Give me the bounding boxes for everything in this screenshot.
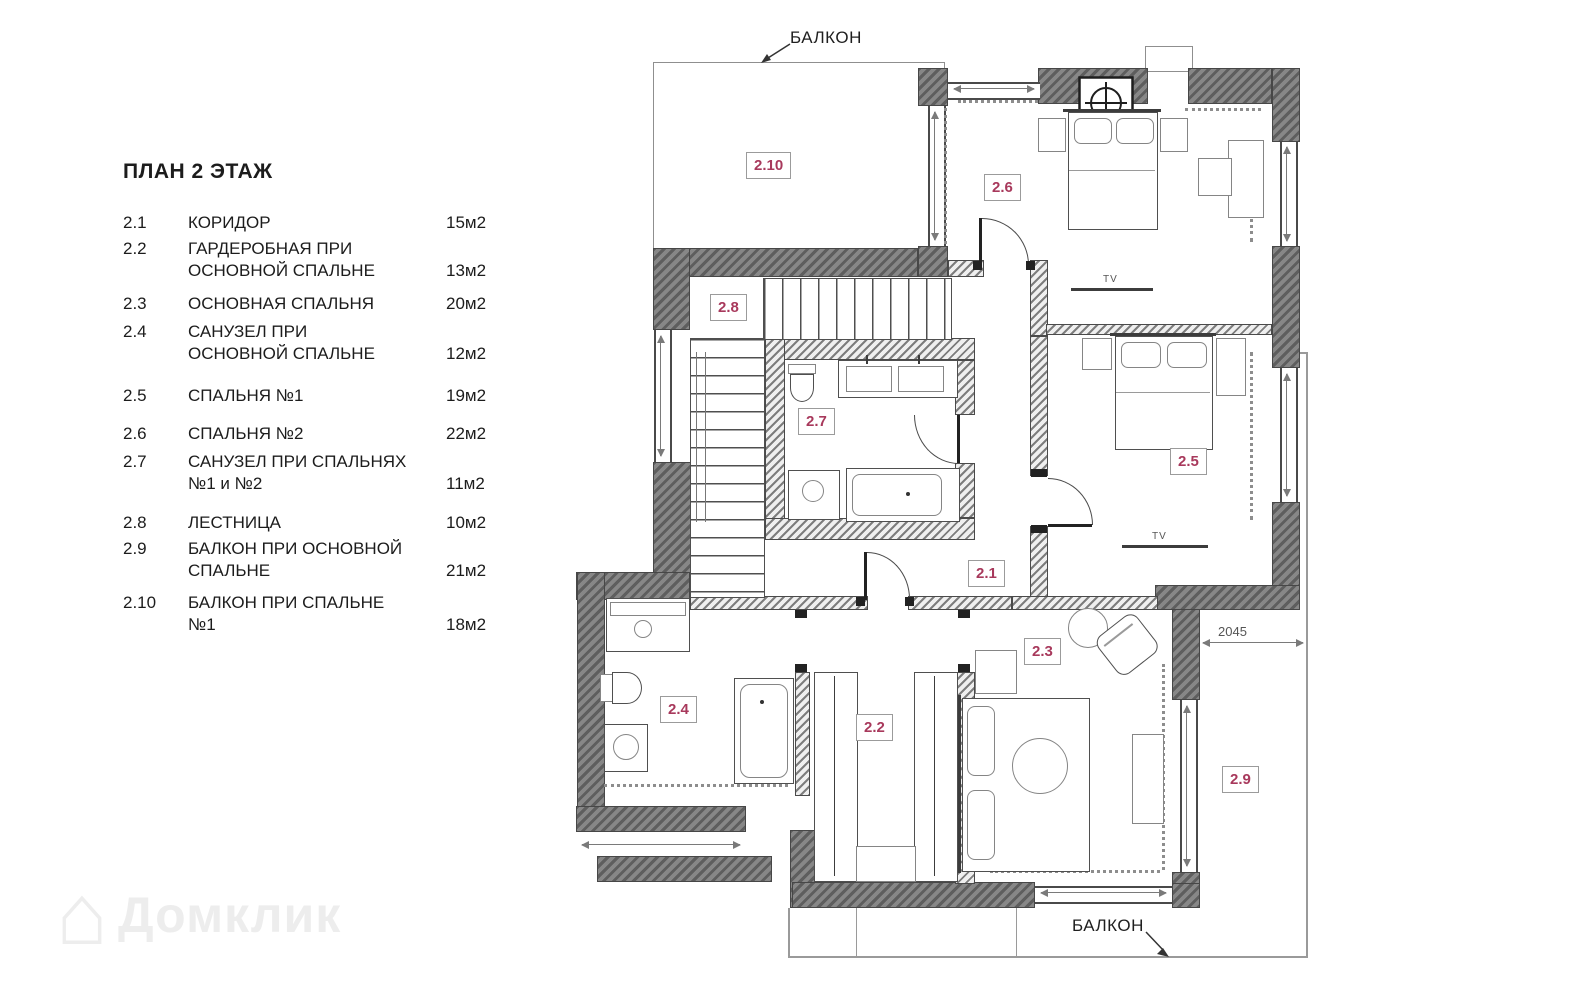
curtain [958, 100, 1038, 103]
pillow [967, 706, 995, 776]
balcony-callout-arrow-bottom [1142, 928, 1176, 962]
legend-room-number: 2.2 [123, 239, 147, 258]
tv-label: TV [1103, 274, 1118, 285]
legend-room-name: САНУЗЕЛ ПРИ СПАЛЬНЯХ №1 и №2 [188, 452, 407, 493]
door-jamb [1031, 525, 1047, 533]
watermark-text: Домклик [117, 887, 342, 943]
wall-segment [1155, 585, 1300, 610]
door-swing-arc [982, 218, 1029, 265]
legend-room-number: 2.10 [123, 593, 157, 612]
balcony-2-9-outline-right [1306, 352, 1308, 958]
faucet [918, 355, 920, 364]
wall-segment [1272, 68, 1300, 142]
dimension-line [1286, 374, 1287, 496]
wardrobe-rail [934, 676, 935, 876]
door-jamb [795, 610, 807, 618]
room-label-2-2: 2.2 [856, 714, 893, 741]
nightstand [1038, 118, 1066, 152]
dimension-line-2045 [1203, 642, 1303, 643]
toilet-tank [788, 364, 816, 374]
bathroom-wall [765, 338, 975, 360]
room-label-2-1: 2.1 [968, 560, 1005, 587]
door-swing-arc [914, 415, 959, 464]
bathroom-wall [955, 360, 975, 415]
door-jamb [856, 597, 865, 606]
dimension-line [1286, 147, 1287, 241]
washbasin-bowl [613, 734, 639, 760]
stairs-handrail [696, 352, 706, 522]
bathtub-drain [760, 700, 764, 704]
blanket-line [1116, 392, 1210, 393]
door-jamb [958, 664, 970, 672]
nightstand [1160, 118, 1188, 152]
partition-segment [1030, 336, 1048, 476]
shower-head [634, 620, 652, 638]
balcony-2-10-outline [653, 62, 945, 250]
door-jamb [1026, 261, 1035, 270]
window [654, 330, 672, 462]
room-label-2-3: 2.3 [1024, 638, 1061, 665]
legend-room-name: КОРИДОР [188, 213, 271, 232]
window [1280, 368, 1298, 502]
balcony-callout-top: БАЛКОН [790, 28, 862, 47]
bed-headboard [1110, 333, 1216, 336]
legend-room-area: 13м2 [446, 261, 487, 280]
wall-segment [918, 68, 948, 106]
legend-room-number: 2.3 [123, 294, 147, 313]
legend-room-area: 10м2 [446, 513, 487, 532]
shower-head [802, 480, 824, 502]
bathtub-drain [906, 492, 910, 496]
tv-console [1122, 545, 1208, 548]
partition-segment [795, 672, 810, 796]
wall-segment [576, 806, 746, 832]
wall-segment [792, 882, 1035, 908]
legend-room-number: 2.1 [123, 213, 147, 232]
balcony-callout-bottom: БАЛКОН [1072, 916, 1144, 935]
door-jamb [905, 597, 914, 606]
curtain [1250, 352, 1253, 520]
bathtub-inner [852, 474, 942, 516]
legend-room-number: 2.5 [123, 386, 147, 405]
dimension-text-2045: 2045 [1218, 624, 1247, 639]
wall-segment [1272, 246, 1300, 368]
room-label-2-9: 2.9 [1222, 766, 1259, 793]
page-title: ПЛАН 2 ЭТАЖ [123, 160, 273, 183]
door-jamb [1031, 469, 1047, 477]
pillow [1121, 342, 1161, 368]
dimension-line [1186, 706, 1187, 866]
domclick-house-icon: ⌂ [56, 867, 108, 963]
door-swing-arc [867, 552, 910, 599]
chair [1198, 158, 1232, 196]
bathroom-wall [765, 338, 785, 540]
legend-room-number: 2.8 [123, 513, 147, 532]
room-label-2-6: 2.6 [984, 174, 1021, 201]
dimension-line [934, 112, 935, 240]
legend-room-number: 2.4 [123, 322, 147, 341]
balcony-bottom-outline-left [788, 908, 790, 958]
legend-room-area: 19м2 [446, 386, 487, 405]
bed-headboard [1063, 109, 1161, 112]
room-label-2-8: 2.8 [710, 294, 747, 321]
legend-room-number: 2.6 [123, 424, 147, 443]
room-label-2-7: 2.7 [798, 408, 835, 435]
pillow [1074, 118, 1112, 144]
faucet [866, 355, 868, 364]
wall-segment [918, 246, 948, 277]
legend-room-area: 22м2 [446, 424, 487, 443]
balcony-bottom-tick [856, 908, 857, 956]
roof-step-outline [1145, 46, 1193, 72]
room-label-2-4: 2.4 [660, 696, 697, 723]
nightstand [1082, 338, 1112, 370]
sink [846, 366, 892, 392]
stairs-upper-flight [763, 278, 952, 340]
watermark [56, 867, 342, 963]
legend-room-name: БАЛКОН ПРИ СПАЛЬНЕ №1 [188, 593, 385, 634]
partition-segment [690, 596, 868, 610]
legend-room-name: ГАРДЕРОБНАЯ ПРИ ОСНОВНОЙ СПАЛЬНЕ [188, 239, 375, 280]
door-jamb [795, 664, 807, 672]
wardrobe [914, 672, 958, 882]
door-swing-arc [1048, 478, 1093, 525]
curtain [1185, 108, 1261, 111]
balcony-callout-arrow-top [758, 42, 794, 66]
wall-segment [1188, 68, 1272, 104]
wardrobe-rail [834, 676, 835, 876]
window [1035, 886, 1172, 904]
wardrobe [814, 672, 858, 882]
dimension-line [660, 336, 661, 456]
dimension-line [582, 844, 740, 845]
door-jamb [958, 610, 970, 618]
room-label-2-10: 2.10 [746, 152, 791, 179]
tv-console [1071, 288, 1153, 291]
sink [898, 366, 944, 392]
dimension-line [1041, 892, 1166, 893]
legend-room-name: БАЛКОН ПРИ ОСНОВНОЙ СПАЛЬНЕ [188, 539, 403, 580]
bed-headboard [958, 695, 961, 873]
decor-pillow [1012, 738, 1068, 794]
desk [1228, 140, 1264, 218]
tv-label: TV [1152, 531, 1167, 542]
dresser [856, 846, 916, 882]
room-label-2-5: 2.5 [1170, 448, 1207, 475]
legend-room-name: ЛЕСТНИЦА [188, 513, 282, 532]
window [1180, 700, 1198, 872]
toilet-bowl [790, 374, 814, 402]
balcony-bottom-tick [1016, 908, 1017, 956]
legend-room-number: 2.7 [123, 452, 147, 471]
pillow [967, 790, 995, 860]
toilet-bowl [612, 672, 642, 704]
partition-segment [908, 596, 1012, 610]
blanket-line [1069, 170, 1155, 171]
legend-room-name: СПАЛЬНЯ №2 [188, 424, 304, 443]
radiator [604, 784, 788, 787]
legend-room-name: САНУЗЕЛ ПРИ ОСНОВНОЙ СПАЛЬНЕ [188, 322, 375, 363]
legend-room-name: СПАЛЬНЯ №1 [188, 386, 304, 405]
wall-segment [597, 856, 772, 882]
shower-shelf [610, 602, 686, 616]
legend-room-number: 2.9 [123, 539, 147, 558]
legend-room-area: 11м2 [446, 474, 485, 493]
wall-segment [668, 248, 918, 277]
dimension-line [954, 88, 1034, 89]
pillow [1116, 118, 1154, 144]
wall-segment [653, 248, 690, 330]
legend-room-area: 18м2 [446, 615, 487, 634]
nightstand [975, 650, 1017, 694]
legend-room-area: 15м2 [446, 213, 487, 232]
tv-console [1132, 734, 1164, 824]
nightstand [1216, 338, 1246, 396]
curtain [944, 108, 947, 244]
bathtub-inner [740, 684, 788, 778]
wall-segment [1172, 882, 1200, 908]
legend-room-area: 20м2 [446, 294, 487, 313]
pillow [1167, 342, 1207, 368]
legend-room-area: 21м2 [446, 561, 487, 580]
window [1280, 142, 1298, 246]
wall-segment [1172, 872, 1200, 884]
balcony-bottom-outline [788, 956, 1308, 958]
legend-room-area: 12м2 [446, 344, 487, 363]
door-jamb [973, 261, 982, 270]
legend-room-name: ОСНОВНАЯ СПАЛЬНЯ [188, 294, 375, 313]
